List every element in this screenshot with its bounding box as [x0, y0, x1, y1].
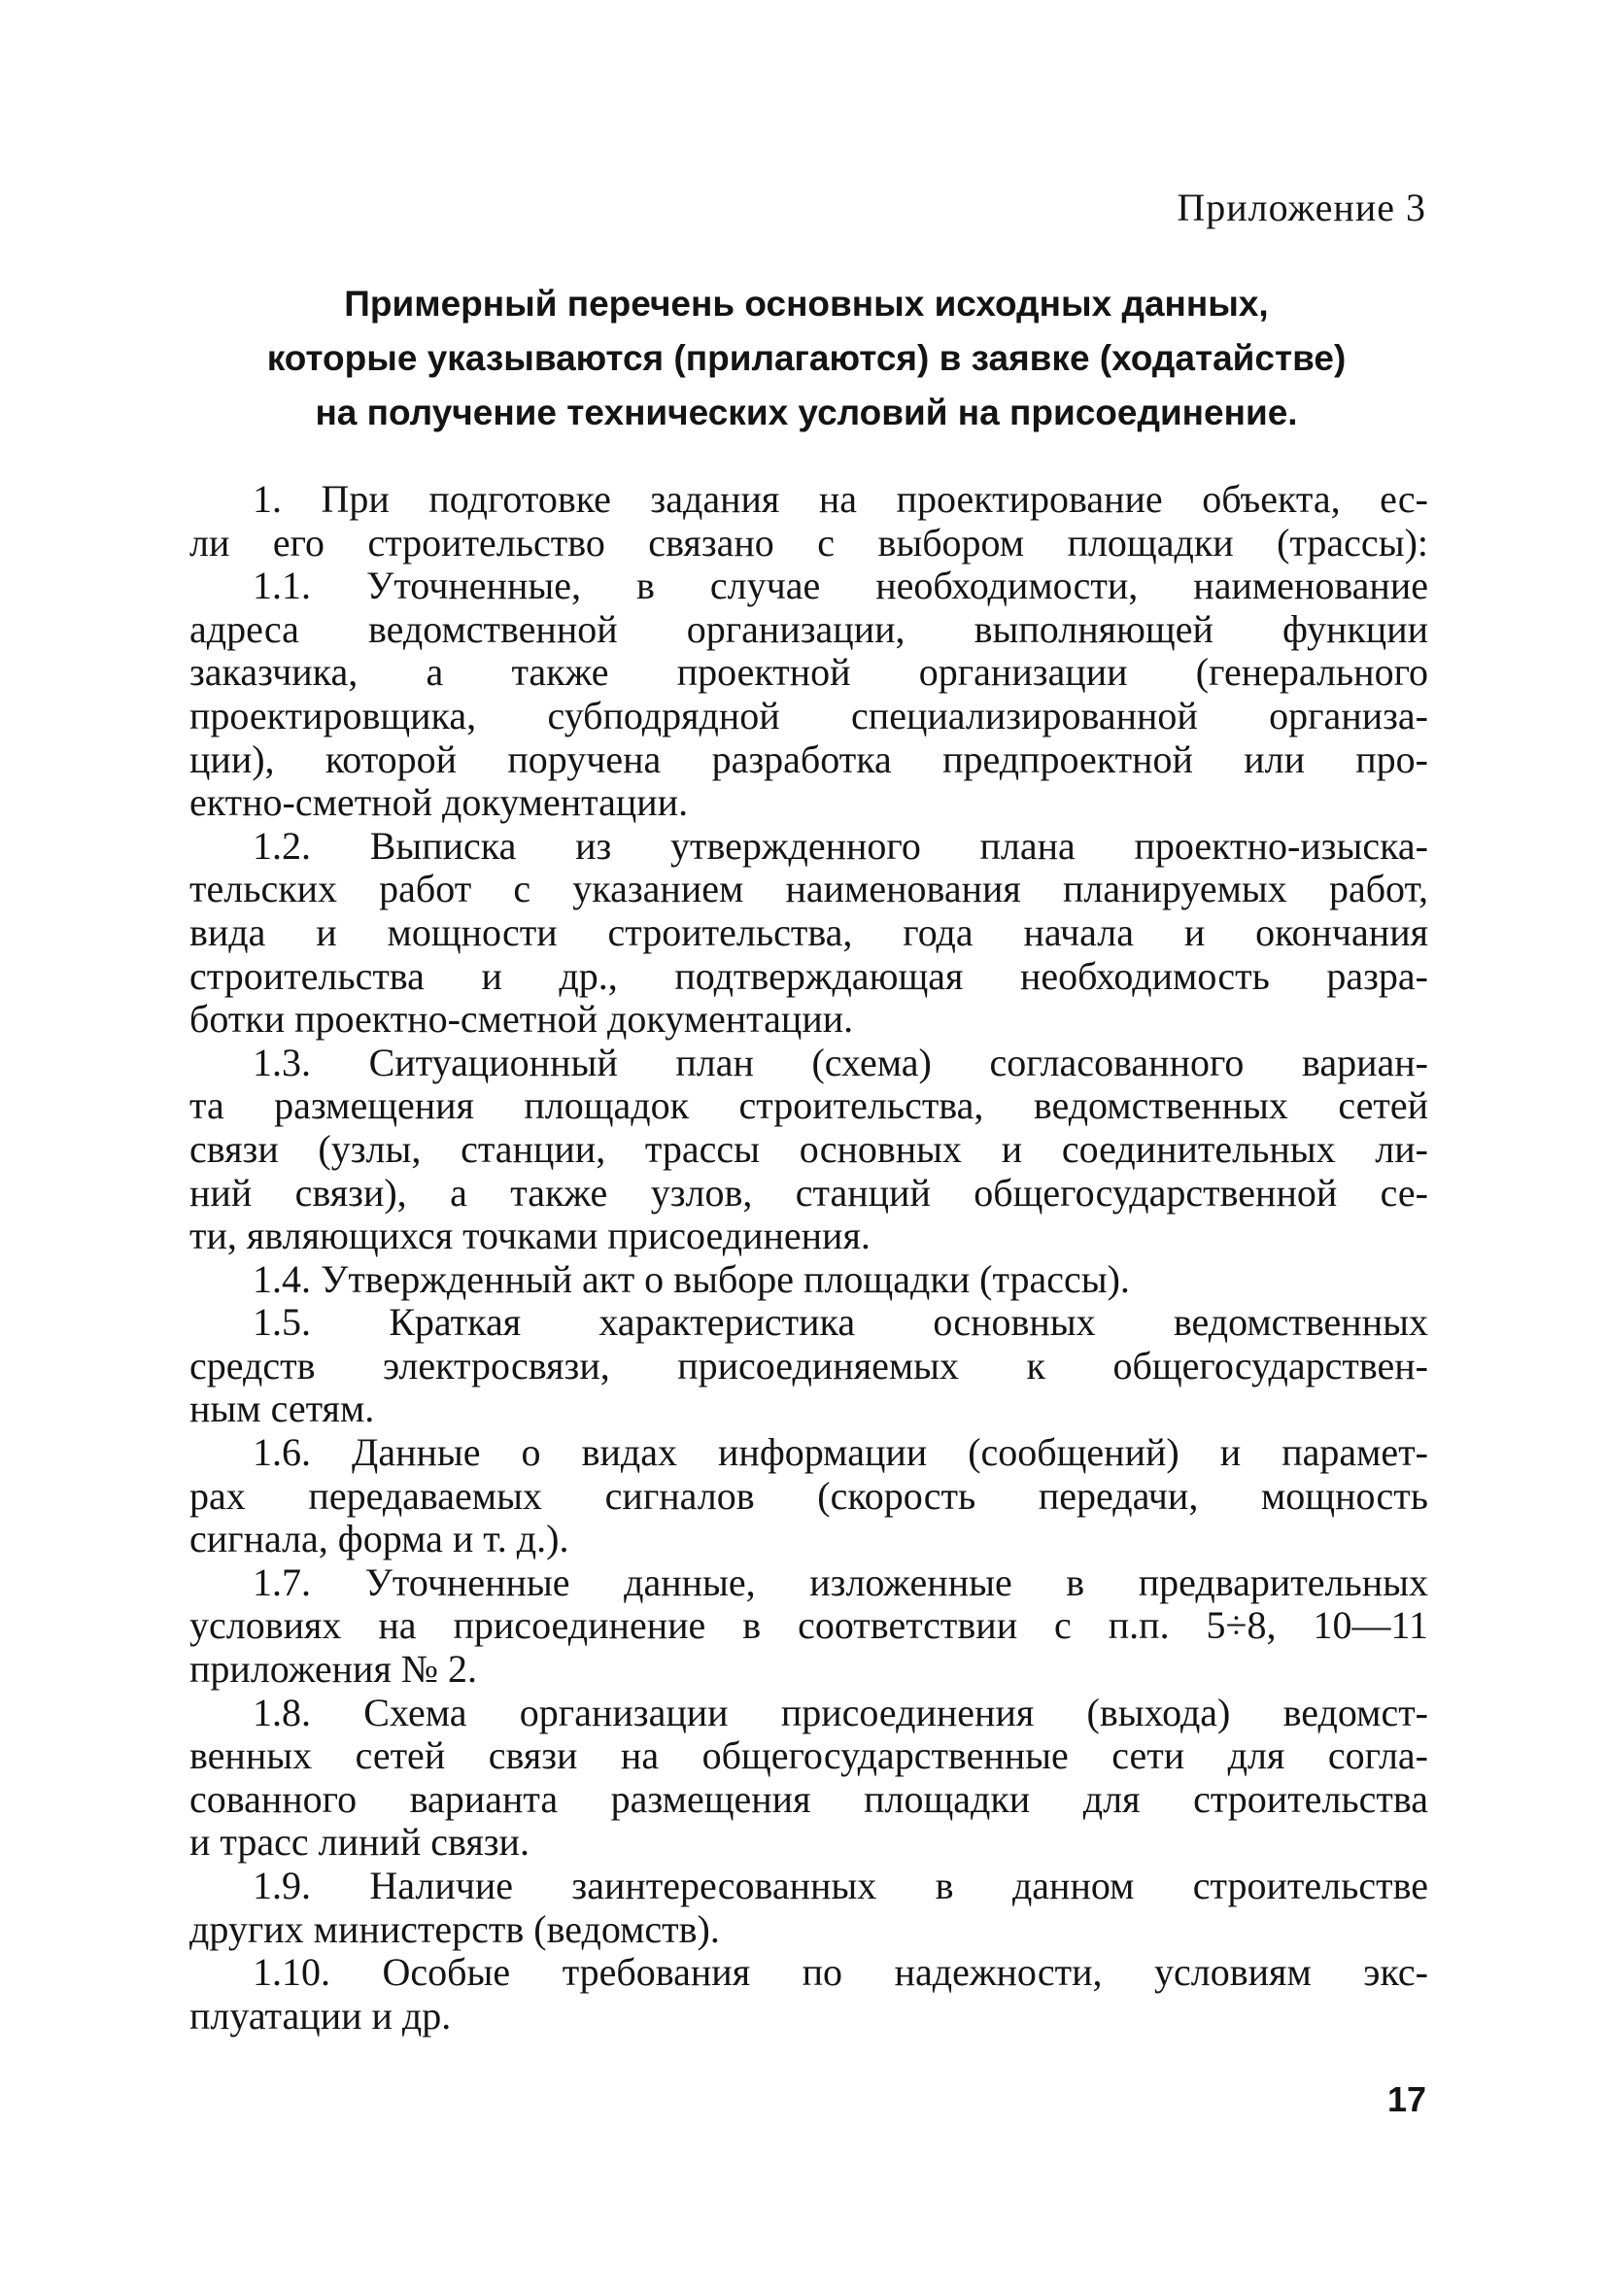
body-line: 1.6. Данные о видах информации (сообщений) и парамет- [253, 1431, 1428, 1475]
body-line: условиях на присоединение в соответствии с п.п. 5÷8, 10—11 [189, 1604, 1428, 1648]
body-line: 1.7. Уточненные данные, изложенные в предварительных [253, 1560, 1428, 1604]
body-line: 1.2. Выписка из утвержденного плана проектно-изыска- [253, 824, 1428, 868]
body-line: связи (узлы, станции, трассы основных и соединительных ли- [189, 1127, 1428, 1171]
body-line: сованного варианта размещения площадки для строительства [189, 1777, 1428, 1821]
page-number: 17 [1386, 2079, 1426, 2119]
body-line: 1.4. Утвержденный акт о выборе площадки (трассы). [253, 1257, 1130, 1301]
body-line: ектно-сметной документации. [189, 781, 689, 825]
body-line: ции), которой поручена разработка предпроектной или про- [189, 737, 1428, 781]
body-line: сигнала, форма и т. д.). [189, 1518, 569, 1561]
title-line: которые указываются (прилагаются) в заявке (ходатайстве) [266, 338, 1347, 378]
body-line: венных сетей связи на общегосударственные сети для согла- [189, 1734, 1428, 1778]
body-line: 1.8. Схема организации присоединения (выхода) ведомст- [253, 1691, 1428, 1734]
title-line: Примерный перечень основных исходных данных, [344, 284, 1269, 324]
body-line: 1.1. Уточненные, в случае необходимости, наименование [253, 565, 1428, 608]
body-line: ным сетям. [189, 1388, 375, 1431]
body-line: 1.3. Ситуационный план (схема) согласованного вариан- [253, 1041, 1428, 1084]
body-line: ботки проектно-сметной документации. [189, 998, 854, 1042]
body-line: ний связи), а также узлов, станций общегосударственной се- [189, 1171, 1428, 1215]
document-body [189, 478, 1428, 2038]
body-line: рах передаваемых сигналов (скорость передачи, мощность [189, 1474, 1428, 1518]
body-line: 1.9. Наличие заинтересованных в данном строительстве [253, 1865, 1428, 1907]
body-line: та размещения площадок строительства, ведомственных сетей [189, 1084, 1428, 1128]
body-line: 1. При подготовке задания на проектирование объекта, ес- [253, 478, 1428, 521]
body-line: заказчика, а также проектной организации (генерального [189, 651, 1428, 695]
body-line: 1.10. Особые требования по надежности, условиям экс- [253, 1951, 1428, 1995]
body-line: ли его строительство связано с выбором площадки (трассы): [189, 521, 1428, 565]
body-line: тельских работ с указанием наименования планируемых работ, [189, 868, 1428, 911]
title-line: на получение технических условий на присоединение. [315, 393, 1298, 432]
body-line: средств электросвязи, присоединяемых к общегосударствен- [189, 1344, 1428, 1388]
document-title [175, 277, 1438, 440]
body-line: плуатации и др. [189, 1994, 452, 2038]
body-line: проектировщика, субподрядной специализированной организа- [189, 694, 1428, 737]
body-line: 1.5. Краткая характеристика основных ведомственных [253, 1301, 1428, 1345]
body-line: других министерств (ведомств). [189, 1907, 720, 1951]
body-line: адреса ведомственной организации, выполняющей функции [189, 607, 1428, 651]
body-line: вида и мощности строительства, года начала и окончания [189, 910, 1428, 954]
body-line: строительства и др., подтверждающая необходимость разра- [189, 954, 1428, 998]
appendix-label: Приложение 3 [1177, 186, 1426, 229]
body-line: ти, являющихся точками присоединения. [189, 1215, 871, 1258]
body-line: приложения № 2. [189, 1648, 478, 1692]
body-line: и трасс линий связи. [189, 1821, 530, 1865]
